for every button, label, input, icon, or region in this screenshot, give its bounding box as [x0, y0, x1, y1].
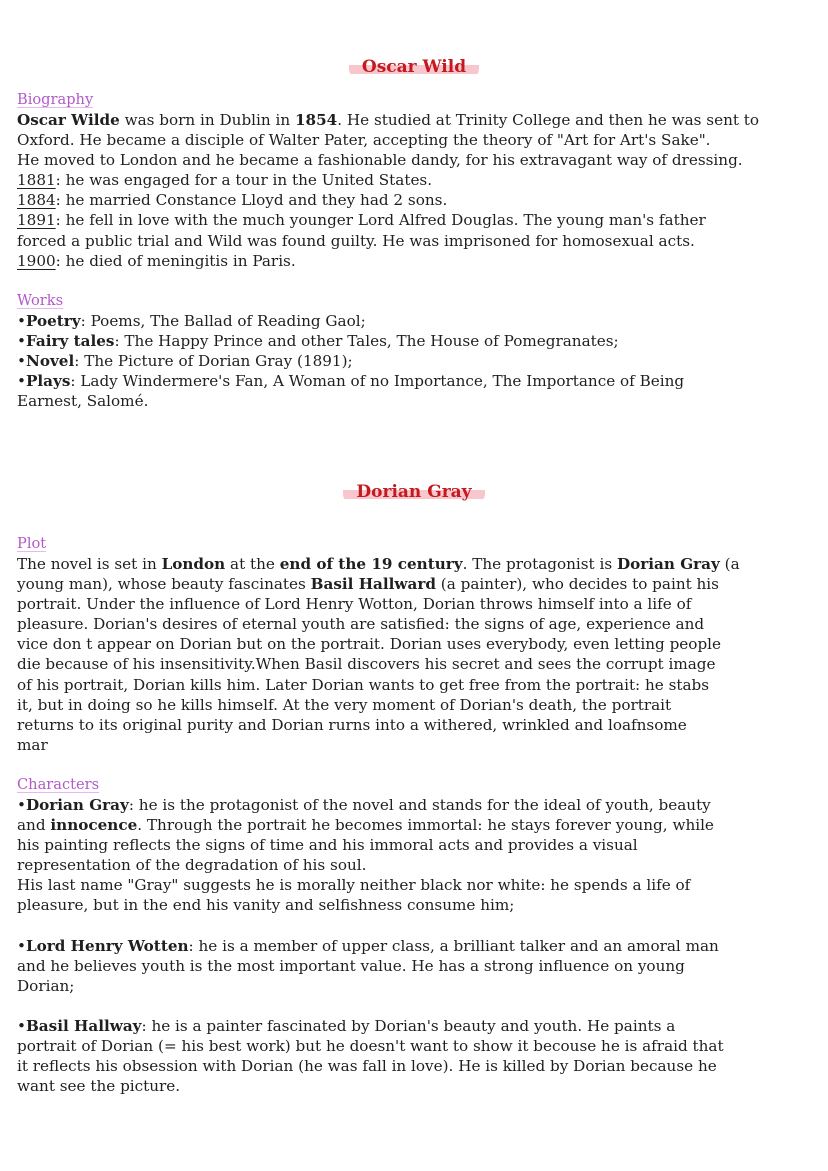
text: young man), whose beauty fascinates: [17, 575, 311, 594]
bold-text: end of the 19 century: [279, 555, 463, 573]
paragraph-spacer: [17, 996, 817, 1016]
biography-text: [17, 110, 817, 271]
character-line: Dorian;: [17, 976, 75, 995]
character-line: His last name "Gray" suggests he is morally neither black nor white: he spends a life of: [17, 876, 691, 895]
bold-label: Fairy tales: [25, 332, 115, 351]
title-oscar-wild-text: Oscar Wild: [349, 56, 479, 78]
text: . He studied at Trinity College and then he was sent to: [337, 111, 760, 129]
character-line: pleasure, but in the end his vanity and selfishness consume him;: [17, 896, 515, 915]
bullet-icon: •: [17, 936, 26, 955]
biography-line: [17, 110, 817, 130]
biography-heading: Biography: [17, 91, 94, 108]
text: : he died of meningitis in Paris.: [55, 251, 296, 270]
list-item: [17, 371, 817, 391]
bullet-icon: •: [17, 332, 26, 351]
works-section: [17, 291, 817, 411]
characters-heading: Characters: [17, 776, 100, 793]
plot-line: pleasure. Dorian's desires of eternal youth are satisfied: the signs of age, experience and: [17, 615, 705, 634]
biography-line: [17, 190, 817, 210]
bullet-icon: •: [17, 372, 26, 391]
character-line: [17, 795, 817, 815]
underlined-year: 1900: [17, 251, 56, 270]
bold-text: Basil Hallward: [310, 575, 436, 594]
text: : Poems, The Ballad of Reading Gaol;: [80, 312, 366, 330]
bold-year: 1854: [294, 111, 338, 129]
character-line: want see the picture.: [17, 1077, 181, 1096]
plot-line: vice don t appear on Dorian but on the portrait. Dorian uses everybody, even letting people: [17, 635, 722, 654]
character-line: [17, 815, 817, 835]
character-line: it reflects his obsession with Dorian (he was fall in love). He is killed by Dorian because he: [17, 1057, 717, 1076]
bullet-icon: •: [17, 796, 26, 814]
bold-name: Oscar Wilde: [17, 111, 120, 129]
text: : he is the protagonist of the novel and stands for the ideal of youth, beauty: [128, 796, 711, 814]
biography-section: [17, 90, 817, 271]
character-line: his painting reflects the signs of time and his immoral acts and provides a visual: [17, 836, 638, 855]
text: : he fell in love with the much younger Lord Alfred Douglas. The young man's father: [55, 211, 706, 230]
title-oscar-wild: [0, 56, 828, 78]
plot-heading: Plot: [17, 535, 47, 552]
bold-name: Basil Hallway: [25, 1017, 142, 1036]
works-list: [17, 311, 817, 411]
biography-line: [17, 210, 817, 230]
bold-text: innocence: [50, 816, 138, 835]
biography-line: [17, 170, 817, 190]
underlined-year: 1884: [17, 191, 56, 210]
text: at the: [225, 555, 280, 573]
bold-label: Novel: [25, 352, 75, 371]
bold-name: Dorian Gray: [25, 796, 129, 814]
bullet-icon: •: [17, 352, 26, 371]
text: : he is a painter fascinated by Dorian's beauty and youth. He paints a: [141, 1017, 676, 1036]
list-item: [17, 331, 817, 351]
plot-line: returns to its original purity and Dorian rurns into a withered, wrinkled and loafnsome: [17, 715, 687, 734]
bold-text: London: [161, 555, 226, 573]
text: : he married Constance Lloyd and they had 2 sons.: [55, 191, 448, 210]
plot-section: [17, 534, 817, 755]
list-item: [17, 311, 817, 331]
paragraph-spacer: [17, 916, 817, 936]
bold-label: Plays: [25, 372, 71, 391]
biography-line: [17, 251, 817, 271]
bold-text: Dorian Gray: [616, 555, 720, 573]
text: : he is a member of upper class, a brilliant talker and an amoral man: [188, 936, 719, 955]
list-item-continuation: Earnest, Salomé.: [17, 392, 149, 411]
underlined-year: 1891: [17, 211, 56, 230]
character-line: portrait of Dorian (= his best work) but he doesn't want to show it becouse he is afraid that: [17, 1037, 724, 1056]
biography-line: forced a public trial and Wild was found guilty. He was imprisoned for homosexual acts.: [17, 231, 695, 250]
underlined-year: 1881: [17, 171, 56, 190]
text: (a painter), who decides to paint his: [435, 575, 719, 594]
list-item: [17, 351, 817, 371]
text: : he was engaged for a tour in the United States.: [55, 171, 433, 190]
plot-line: [17, 554, 817, 574]
characters-section: [17, 775, 817, 1096]
plot-line: of his portrait, Dorian kills him. Later Dorian wants to get free from the portrait: he stabs: [17, 675, 710, 694]
plot-line: mar: [17, 735, 48, 754]
plot-line: [17, 574, 817, 594]
works-heading: Works: [17, 292, 64, 309]
biography-line: He moved to London and he became a fashionable dandy, for his extravagant way of dressing.: [17, 151, 743, 170]
text: The novel is set in: [17, 555, 162, 573]
text: : The Picture of Dorian Gray (1891);: [74, 352, 353, 371]
plot-text: [17, 554, 817, 755]
bullet-icon: •: [17, 312, 26, 330]
characters-text: [17, 795, 817, 1096]
text: : The Happy Prince and other Tales, The House of Pomegranates;: [114, 332, 619, 351]
title-dorian-gray: [0, 481, 828, 503]
plot-line: it, but in doing so he kills himself. At the very moment of Dorian's death, the portrait: [17, 695, 672, 714]
text: . The protagonist is: [462, 555, 617, 573]
bold-name: Lord Henry Wotten: [25, 936, 189, 955]
text: was born in Dublin in: [119, 111, 295, 129]
character-line: and he believes youth is the most important value. He has a strong influence on young: [17, 956, 685, 975]
biography-line: Oxford. He became a disciple of Walter Pater, accepting the theory of "Art for Art's Sake".: [17, 131, 711, 150]
character-line: [17, 1016, 817, 1036]
text: (a: [719, 555, 740, 573]
character-line: representation of the degradation of his soul.: [17, 856, 367, 875]
text: and: [17, 816, 51, 835]
character-line: [17, 936, 817, 956]
text: : Lady Windermere's Fan, A Woman of no Importance, The Importance of Being: [70, 372, 685, 391]
title-dorian-gray-text: Dorian Gray: [343, 481, 484, 503]
bullet-icon: •: [17, 1017, 26, 1036]
bold-label: Poetry: [25, 312, 81, 330]
plot-line: die because of his insensitivity.When Basil discovers his secret and sees the corrupt image: [17, 655, 716, 674]
text: . Through the portrait he becomes immortal: he stays forever young, while: [137, 816, 714, 835]
plot-line: portrait. Under the influence of Lord Henry Wotton, Dorian throws himself into a life of: [17, 595, 692, 614]
